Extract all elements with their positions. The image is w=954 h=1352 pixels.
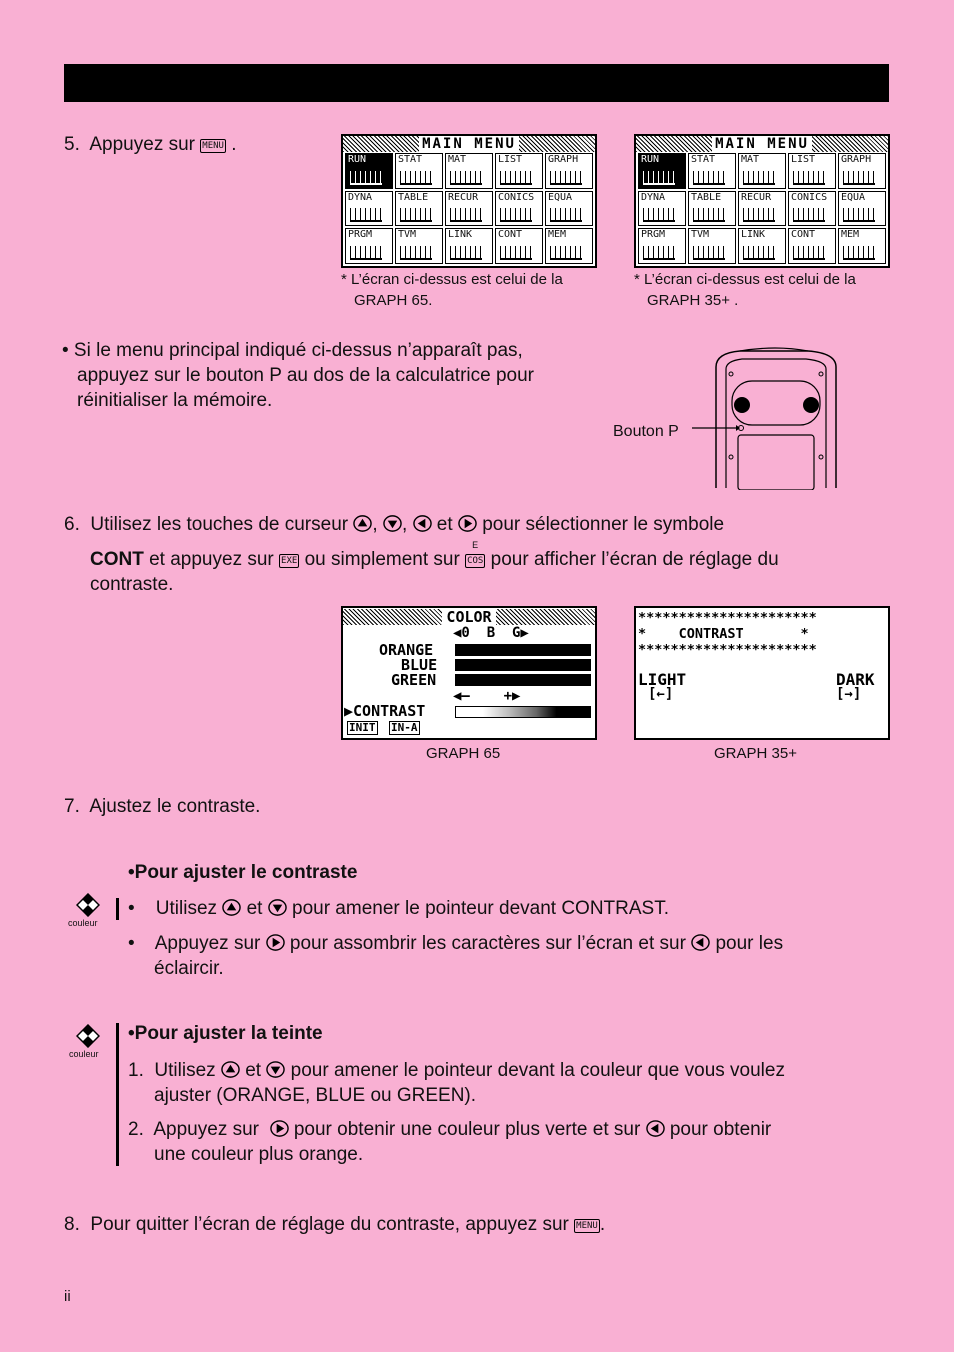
- menu-item-icon: [693, 171, 725, 185]
- step-6-line-3: contraste.: [90, 574, 174, 595]
- menu-item-icon: [550, 208, 582, 222]
- contrast-slider: [455, 706, 591, 718]
- menu-item-link: LINK: [738, 228, 786, 264]
- menu-item-icon: [793, 208, 825, 222]
- graph35-main-menu-screen: [634, 134, 890, 268]
- bouton-p-label: Bouton P: [613, 423, 679, 440]
- menu-item-recur: RECUR: [445, 191, 493, 227]
- menu-item-stat: STAT: [395, 153, 443, 189]
- step-8: 8. Pour quitter l’écran de réglage du contraste, appuyez sur MENU .: [64, 1214, 606, 1235]
- menu-item-run: RUN: [345, 153, 393, 189]
- color-diamond-icon: [76, 1024, 100, 1048]
- menu-item-conics: CONICS: [495, 191, 543, 227]
- menu-item-icon: [450, 208, 482, 222]
- menu-item-icon: [693, 246, 725, 260]
- screen-title: MAIN MENU: [712, 136, 812, 152]
- step-text: Appuyez sur: [89, 134, 195, 155]
- menu-item-tvm: TVM: [395, 228, 443, 264]
- menu-item-icon: [793, 171, 825, 185]
- menu-item-conics: CONICS: [788, 191, 836, 227]
- menu-item-icon: [743, 208, 775, 222]
- menu-item-prgm: PRGM: [638, 228, 686, 264]
- menu-item-table: TABLE: [395, 191, 443, 227]
- cursor-down-icon: [268, 898, 287, 917]
- menu-item-icon: [500, 208, 532, 222]
- contrast-screen-g35: ********************** * CONTRAST * ********************** LIGHT [←] DARK [→]: [634, 606, 890, 740]
- menu-item-mem: MEM: [838, 228, 886, 264]
- menu-item-icon: [350, 208, 382, 222]
- step-number: 5.: [64, 134, 80, 155]
- menu-key-icon: MENU: [202, 141, 224, 151]
- contrast-bullet-1: • Utilisez et pour amener le pointeur devant CONTRAST.: [128, 898, 670, 919]
- teinte-item-2-cont: une couleur plus orange.: [154, 1144, 364, 1165]
- contrast-bullet-2-cont: éclaircir.: [154, 958, 224, 979]
- menu-item-icon: [450, 171, 482, 185]
- menu-item-icon: [743, 246, 775, 260]
- teinte-item-2: 2. Appuyez sur pour obtenir une couleur plus verte et sur pour obtenir: [128, 1119, 772, 1140]
- menu-item-icon: [643, 208, 675, 222]
- menu-item-icon: [743, 171, 775, 185]
- menu-key-icon: MENU: [576, 1221, 598, 1231]
- menu-item-icon: [843, 246, 875, 260]
- contrast-bullet-2: • Appuyez sur pour assombrir les caractères sur l’écran et sur pour les: [128, 933, 784, 954]
- blue-bar: [455, 659, 591, 671]
- menu-item-icon: [643, 246, 675, 260]
- graph35-caption: * L’écran ci-dessus est celui de la GRAPH 35+ .: [634, 271, 856, 309]
- menu-item-equa: EQUA: [838, 191, 886, 227]
- cursor-right-icon: [270, 1119, 289, 1138]
- menu-item-icon: [350, 171, 382, 185]
- contrast-section-heading: •Pour ajuster le contraste: [128, 862, 358, 883]
- header-bar: [64, 64, 889, 102]
- screen-title: MAIN MENU: [419, 136, 519, 152]
- menu-item-icon: [550, 246, 582, 260]
- menu-item-icon: [500, 246, 532, 260]
- menu-item-icon: [693, 208, 725, 222]
- cursor-right-icon: [458, 514, 477, 533]
- calculator-back-illustration: [600, 345, 850, 490]
- cos-key-icon: COS: [467, 556, 484, 566]
- menu-item-icon: [400, 171, 432, 185]
- menu-item-icon: [843, 208, 875, 222]
- menu-item-graph: GRAPH: [545, 153, 593, 189]
- menu-item-icon: [500, 171, 532, 185]
- menu-item-list: LIST: [788, 153, 836, 189]
- menu-item-table: TABLE: [688, 191, 736, 227]
- cursor-left-icon: [413, 514, 432, 533]
- color-contrast-screen-g65: COLOR ◀0 B G▶ ORANGE BLUE GREEN ◀— +▶ ▶CONTRAST INIT IN-A: [341, 606, 597, 740]
- menu-item-prgm: PRGM: [345, 228, 393, 264]
- step-6-line-2: CONT et appuyez sur EXE ou simplement sur E COS pour afficher l’écran de réglage du: [90, 540, 779, 570]
- step-6: 6. Utilisez les touches de curseur , , et pour sélectionner le symbole: [64, 514, 725, 535]
- graph65-main-menu-screen: [341, 134, 597, 268]
- section-rule: [116, 1023, 119, 1166]
- cursor-left-icon: [691, 933, 710, 952]
- cursor-up-icon: [222, 898, 241, 917]
- graph65-screen-caption: GRAPH 65: [426, 745, 501, 762]
- cursor-left-icon: [646, 1119, 665, 1138]
- menu-item-tvm: TVM: [688, 228, 736, 264]
- cursor-up-icon: [353, 514, 372, 533]
- menu-item-icon: [350, 246, 382, 260]
- menu-item-mat: MAT: [445, 153, 493, 189]
- step-7: 7. Ajustez le contraste.: [64, 796, 261, 817]
- couleur-label: couleur: [68, 918, 98, 928]
- couleur-label: couleur: [69, 1049, 99, 1059]
- orange-bar: [455, 644, 591, 656]
- graph35-screen-caption: GRAPH 35+: [714, 745, 797, 762]
- menu-item-equa: EQUA: [545, 191, 593, 227]
- menu-item-icon: [450, 246, 482, 260]
- section-rule: [116, 898, 119, 920]
- menu-item-recur: RECUR: [738, 191, 786, 227]
- menu-icon-grid: [637, 152, 887, 265]
- menu-item-icon: [843, 171, 875, 185]
- menu-item-dyna: DYNA: [345, 191, 393, 227]
- exe-key-icon: EXE: [281, 556, 298, 566]
- menu-item-icon: [400, 246, 432, 260]
- step-5: 5. Appuyez sur MENU .: [64, 134, 237, 155]
- menu-icon-grid: [344, 152, 594, 265]
- menu-item-mat: MAT: [738, 153, 786, 189]
- color-diamond-icon: [76, 893, 100, 917]
- menu-item-cont: CONT: [788, 228, 836, 264]
- teinte-item-1-cont: ajuster (ORANGE, BLUE ou GREEN).: [154, 1085, 477, 1106]
- cursor-down-icon: [266, 1060, 285, 1079]
- menu-item-icon: [400, 208, 432, 222]
- reset-note: • Si le menu principal indiqué ci-dessus n’apparaît pas, appuyez sur le bouton P au dos de la calculatrice pour réinitialiser la mémoire.: [62, 340, 535, 411]
- menu-item-cont: CONT: [495, 228, 543, 264]
- menu-item-graph: GRAPH: [838, 153, 886, 189]
- cursor-right-icon: [266, 933, 285, 952]
- menu-item-link: LINK: [445, 228, 493, 264]
- menu-item-icon: [550, 171, 582, 185]
- menu-item-run: RUN: [638, 153, 686, 189]
- teinte-section-heading: •Pour ajuster la teinte: [128, 1023, 323, 1044]
- page-number: ii: [64, 1288, 71, 1305]
- green-bar: [455, 674, 591, 686]
- menu-item-mem: MEM: [545, 228, 593, 264]
- menu-item-list: LIST: [495, 153, 543, 189]
- menu-item-stat: STAT: [688, 153, 736, 189]
- menu-item-icon: [793, 246, 825, 260]
- menu-item-icon: [643, 171, 675, 185]
- graph65-caption: * L’écran ci-dessus est celui de la GRAPH 65.: [341, 271, 563, 309]
- cursor-up-icon: [221, 1060, 240, 1079]
- cursor-down-icon: [383, 514, 402, 533]
- teinte-item-1: 1. Utilisez et pour amener le pointeur devant la couleur que vous voulez: [128, 1060, 785, 1081]
- menu-item-dyna: DYNA: [638, 191, 686, 227]
